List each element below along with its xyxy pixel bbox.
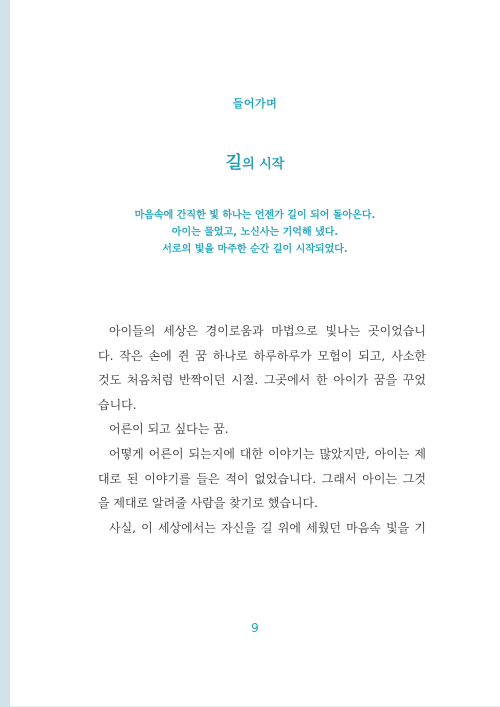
- book-page: [10, 0, 500, 707]
- epigraph-line: 서로의 빛을 마주한 순간 길이 시작되었다.: [162, 244, 348, 255]
- body-line: 아이들의 세상은 경이로움과 마법으로 빛나는 곳이었습니: [109, 324, 426, 338]
- section-label: 들어가며: [232, 97, 278, 110]
- body-line: 을 제대로 알려줄 사람을 찾기로 했습니다.: [98, 496, 318, 511]
- page-number: 9: [251, 621, 259, 635]
- chapter-title-part1: 길: [225, 153, 243, 173]
- epigraph: [10, 207, 500, 258]
- body-line: 것도 처음처럼 반짝이던 시절. 그곳에서 한 아이가 꿈을 꾸었: [98, 373, 426, 388]
- body-line: 대로 된 이야기를 들은 적이 없었습니다. 그래서 아이는 그것: [98, 471, 426, 486]
- epigraph-line: 마음속에 간직한 빛 하나는 언젠가 길이 되어 돌아온다.: [134, 210, 376, 221]
- page-edge-strip: [0, 0, 10, 707]
- body-line: 습니다.: [98, 397, 137, 412]
- body-line: 다. 작은 손에 쥔 꿈 하나로 하루하루가 모험이 되고, 사소한: [98, 348, 426, 363]
- chapter-title: [10, 148, 500, 173]
- epigraph-line: 아이는 물었고, 노신사는 기억해 냈다.: [171, 227, 339, 238]
- body-line: 어떻게 어른이 되는지에 대한 이야기는 많았지만, 아이는 제: [109, 446, 426, 461]
- body-line: 어른이 되고 싶다는 꿈.: [109, 422, 229, 437]
- body-line: 사실, 이 세상에서는 자신을 길 위에 세웠던 마음속 빛을 기: [109, 520, 426, 535]
- body-text: [98, 319, 426, 540]
- chapter-title-part2: 의 시작: [242, 157, 285, 172]
